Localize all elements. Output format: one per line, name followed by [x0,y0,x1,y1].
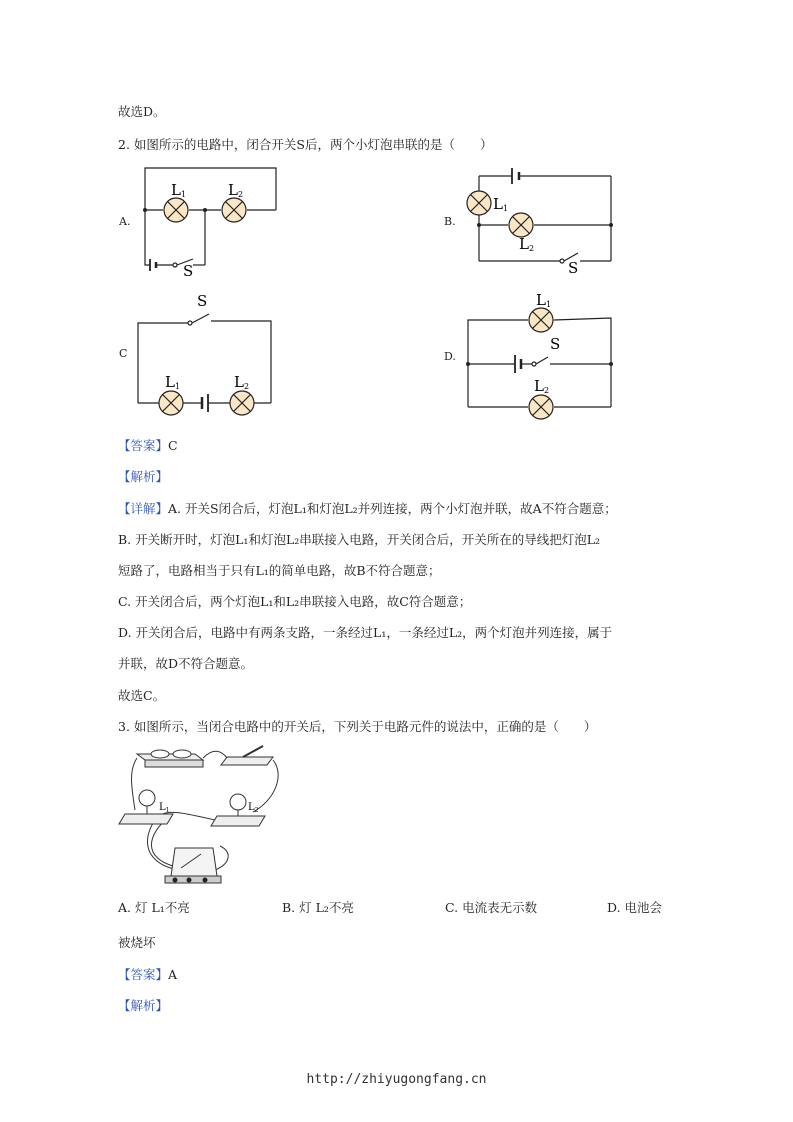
junction-dot [477,223,481,227]
lamp-l1-base [119,814,173,824]
q2-detail-line-2: B. 开关断开时，灯泡L₁和灯泡L₂串联接入电路，开关闭合后，开关所在的导线把灯泡L₂ [118,532,601,547]
wire-left [138,323,188,403]
switch-blade [536,357,548,364]
circuit-diagram-d [462,287,622,427]
q3-option-a: A. 灯 L₁不亮 [118,900,190,915]
label-l2: L2 [228,181,244,199]
q3-analysis-tag: 【解析】 [118,998,169,1013]
switch-pivot [532,362,536,366]
circuit-diagram-c [132,290,282,420]
junction-dot [609,362,613,366]
answer-tag: 【答案】 [118,967,169,982]
lamp-l1 [159,391,183,415]
detail-tag: 【详解】 [118,501,169,516]
q2-stem: 2. 如图所示的电路中，闭合开关S后，两个小灯泡串联的是（ ） [118,137,493,152]
battery-box-top [137,754,203,760]
ammeter-body [171,848,217,876]
footer-url: http://zhiyugongfang.cn [306,1072,487,1087]
label-s: S [550,335,561,353]
switch-pivot [188,321,192,325]
wire-top [145,168,276,210]
answer-value: A [168,967,178,982]
label-l2: $L_2$ [248,802,259,814]
label-l1: L1 [171,181,187,199]
wire-left-branch [145,210,150,265]
q2-option-a-label: A. [119,215,131,228]
lamp-l2 [509,213,533,237]
switch-blade [192,314,209,323]
label-l1: L1 [536,291,552,309]
q1-conclusion: 故选D。 [118,104,166,119]
q3-option-c: C. 电流表无示数 [445,900,538,915]
q2-detail-line-4: C. 开关闭合后，两个灯泡L₁和L₂串联接入电路，故C符合题意； [118,594,472,609]
q3-option-b: B. 灯 L₂不亮 [282,900,354,915]
switch-lever [243,746,263,757]
switch-pivot [560,259,564,263]
q2-detail-line-3: 短路了，电路相当于只有L₁的简单电路，故B不符合题意； [118,563,441,578]
q2-answer [118,438,178,454]
switch-pivot [173,263,177,267]
q2-detail-line-1: 【详解】A. 开关S闭合后，灯泡L₁和灯泡L₂并列连接，两个小灯泡并联，故A不符合题意； [118,501,617,516]
junction-dot [609,223,613,227]
label-s: S [183,262,194,280]
lamp-l2 [230,391,254,415]
lamp-l2 [529,395,553,419]
lamp-l1 [529,308,553,332]
junction-dot [143,208,147,212]
label-l1: L1 [493,195,509,213]
label-l2: L2 [519,235,535,253]
q2-option-d-label: D. [444,350,456,363]
lamp-l1 [164,198,188,222]
answer-tag: 【答案】 [118,438,169,453]
label-l1: L1 [165,373,181,391]
lamp-l2-base [211,816,265,826]
junction-dot [466,362,470,366]
q2-detail-line-5: D. 开关闭合后，电路中有两条支路，一条经过L₁，一条经过L₂，两个灯泡并列连接，属于 [118,625,613,640]
q2-option-b-label: B. [444,215,456,228]
q2-option-c-label: C [119,347,128,360]
q2-analysis-tag: 【解析】 [118,469,169,484]
physical-circuit-illustration [125,740,285,890]
label-s: S [568,259,579,277]
lamp-l2-bulb [230,794,246,810]
battery-box-front [145,760,203,767]
label-l1: $L_1$ [159,802,170,814]
lamp-l2 [222,198,246,222]
label-s: S [197,292,208,310]
q2-detail-line-6: 并联，故D不符合题意。 [118,656,254,671]
q3-answer [118,967,177,983]
q3-option-d: D. 电池会 [607,900,663,915]
junction-dot [203,208,207,212]
q3-stem: 3. 如图所示，当闭合电路中的开关后，下列关于电路元件的说法中，正确的是（ ） [118,719,597,734]
circuit-diagram-a [135,160,285,280]
lamp-l1 [467,191,491,215]
circuit-diagram-b [465,162,625,277]
wire-top-right [554,318,611,407]
switch-base [221,757,273,765]
lamp-l1-bulb [139,790,155,806]
q2-conclusion: 故选C。 [118,688,166,703]
label-l2: L2 [534,377,550,395]
answer-value: C [168,438,178,453]
q3-option-d-continued: 被烧坏 [118,935,156,950]
label-l2: L2 [234,373,250,391]
